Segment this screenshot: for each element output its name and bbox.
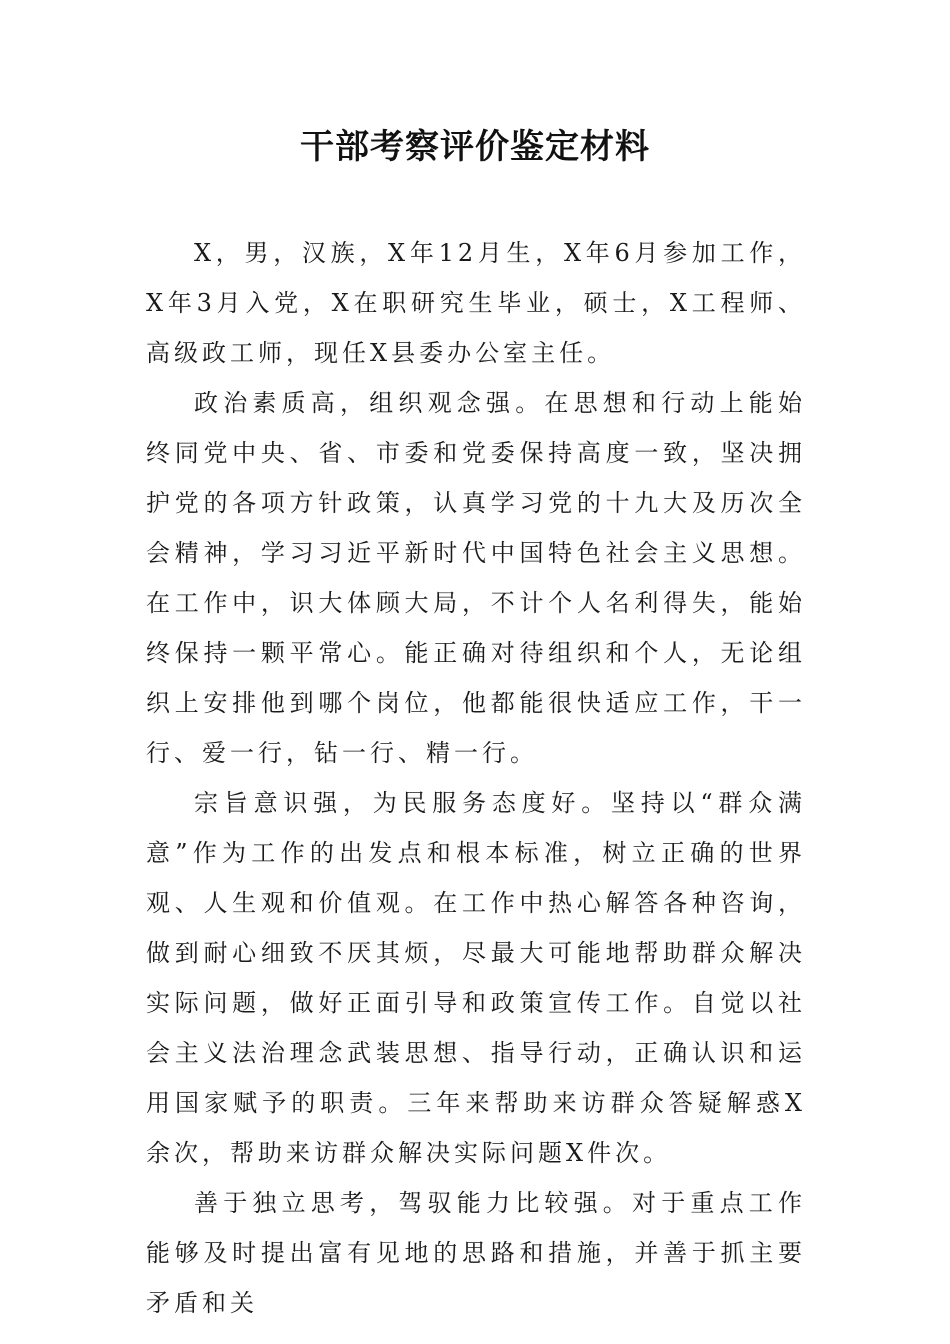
paragraph-independent-thinking: 善于独立思考，驾驭能力比较强。对于重点工作能够及时提出富有见地的思路和措施，并善于抓主要矛盾和关 — [146, 1189, 806, 1317]
paragraph-political-quality: 政治素质高，组织观念强。在思想和行动上能始终同党中央、省、市委和党委保持高度一致，坚决拥护党的各项方针政策，认真学习党的十九大及历次全会精神，学习习近平新时代中国特色社会主义思想。在工作中，识大体顾大局，不计个人名利得失，能始终保持一颗平常心。能正确对待组织和个人，无论组织上安排他到哪个岗位，他都能很快适应工作，干一行、爱一行，钻一行、精一行。 — [146, 389, 806, 767]
document-title: 干部考察评价鉴定材料 — [300, 127, 650, 167]
paragraph-service-awareness: 宗旨意识强，为民服务态度好。坚持以“群众满意”作为工作的出发点和根本标准，树立正确的世界观、人生观和价值观。在工作中热心解答各种咨询，做到耐心细致不厌其烦，尽最大可能地帮助群众解决实际问题，做好正面引导和政策宣传工作。自觉以社会主义法治理念武装思想、指导行动，正确认识和运用国家赋予的职责。三年来帮助来访群众答疑解惑X余次，帮助来访群众解决实际问题X件次。 — [146, 789, 806, 1167]
document-body — [146, 228, 806, 1328]
paragraph-personal-info: X，男，汉族，X年12月生，X年6月参加工作，X年3月入党，X在职研究生毕业，硕士，X工程师、高级政工师，现任X县委办公室主任。 — [146, 239, 806, 367]
